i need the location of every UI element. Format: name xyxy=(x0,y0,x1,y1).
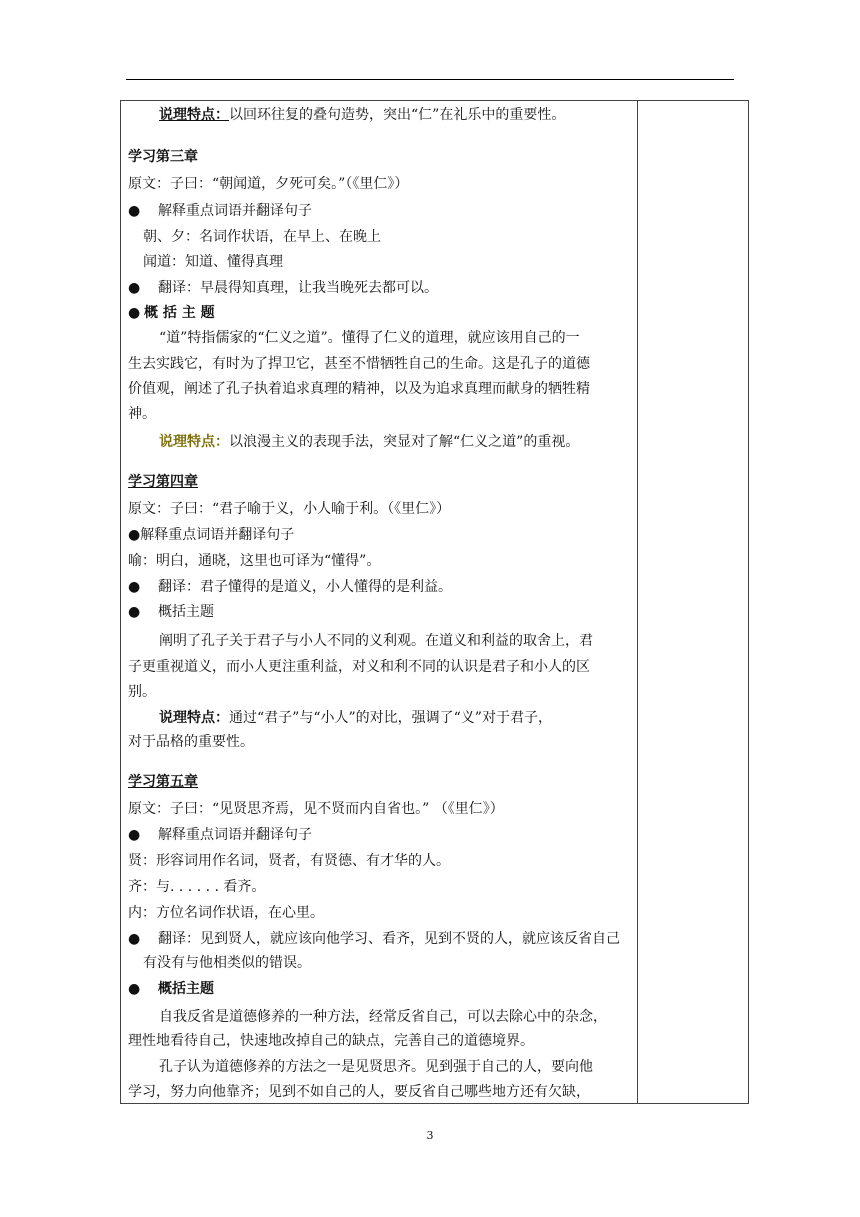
gloss-line: 内：方位名词作状语，在心里。 xyxy=(128,905,324,921)
theme-paragraph-line: 理性地看待自己，快速地改掉自己的缺点，完善自己的道德境界。 xyxy=(128,1033,534,1049)
original-text-ch3: 原文：子曰：“朝闻道，夕死可矣。”（《里仁》） xyxy=(128,176,409,192)
bullet-icon: ● xyxy=(128,527,141,543)
bullet-theme-ch4: ● 概括主题 xyxy=(128,604,214,620)
gloss-line: 贤：形容词用作名词，贤者，有贤德、有才华的人。 xyxy=(128,853,450,869)
translation-cont: 有没有与他相类似的错误。 xyxy=(143,955,311,971)
bullet-icon: ● xyxy=(128,981,141,997)
theme-paragraph-line: 孔子认为道德修养的方法之一是见贤思齐。见到强于自己的人，要向他 xyxy=(159,1059,593,1075)
bullet-theme-ch3: ● 概 括 主 题 xyxy=(128,305,215,321)
bullet-icon: ● xyxy=(128,203,141,219)
section-heading-ch5: 学习第五章 xyxy=(128,774,198,790)
reasoning-feature-ch4-cont: 对于品格的重要性。 xyxy=(128,734,254,750)
column-divider xyxy=(637,101,638,1103)
theme-paragraph-line: “道”特指儒家的“仁义之道”。懂得了仁义的道理，就应该用自己的一 xyxy=(159,330,580,346)
section-heading-ch4: 学习第四章 xyxy=(128,474,198,490)
bullet-translation-ch5: ● 翻译：见到贤人，就应该向他学习、看齐，见到不贤的人，就应该反省自己 xyxy=(128,931,620,947)
theme-paragraph-line: 别。 xyxy=(128,684,156,700)
original-text-ch4: 原文：子曰：“君子喻于义，小人喻于利。（《里仁》） xyxy=(128,501,451,517)
bullet-icon: ● xyxy=(128,305,141,321)
reasoning-feature-ch3: 说理特点：以浪漫主义的表现手法，突显对了解“仁义之道”的重视。 xyxy=(159,434,580,450)
gloss-line: 朝、夕：名词作状语，在早上、在晚上 xyxy=(143,229,381,245)
header-rule xyxy=(126,79,734,80)
theme-paragraph-line: 子更重视道义，而小人更注重利益，对义和利不同的认识是君子和小人的区 xyxy=(128,659,590,675)
lesson-table xyxy=(120,100,749,1104)
gloss-line: 齐：与. . . . . . 看齐。 xyxy=(128,879,266,895)
reasoning-feature-ch2: 说理特点：以回环往复的叠句造势，突出“仁”在礼乐中的重要性。 xyxy=(159,107,566,123)
bullet-explain-ch4: ●解释重点词语并翻译句子 xyxy=(128,527,295,543)
theme-paragraph-line: 生去实践它，有时为了捍卫它，甚至不惜牺牲自己的生命。这是孔子的道德 xyxy=(128,356,590,372)
theme-paragraph-line: 神。 xyxy=(128,406,156,422)
page-number: 3 xyxy=(426,1129,434,1142)
bullet-explain-ch3: ● 解释重点词语并翻译句子 xyxy=(128,203,312,219)
gloss-line: 闻道：知道、懂得真理 xyxy=(143,254,283,270)
bullet-explain-ch5: ● 解释重点词语并翻译句子 xyxy=(128,827,312,843)
bullet-icon: ● xyxy=(128,604,141,620)
theme-paragraph-line: 学习，努力向他靠齐；见到不如自己的人，要反省自己哪些地方还有欠缺， xyxy=(128,1084,590,1100)
bullet-icon: ● xyxy=(128,579,141,595)
gloss-line: 喻：明白，通晓，这里也可译为“懂得”。 xyxy=(128,553,381,569)
bullet-icon: ● xyxy=(128,827,141,843)
original-text-ch5: 原文：子曰：“见贤思齐焉，见不贤而内自省也。” （《里仁》） xyxy=(128,801,504,817)
reasoning-feature-ch4: 说理特点：通过“君子”与“小人”的对比，强调了“义”对于君子， xyxy=(159,710,552,726)
theme-paragraph-line: 阐明了孔子关于君子与小人不同的义利观。在道义和利益的取舍上，君 xyxy=(159,633,593,649)
theme-paragraph-line: 自我反省是道德修养的一种方法，经常反省自己，可以去除心中的杂念， xyxy=(159,1009,607,1025)
theme-paragraph-line: 价值观，阐述了孔子执着追求真理的精神，以及为追求真理而献身的牺牲精 xyxy=(128,381,590,397)
bullet-icon: ● xyxy=(128,931,141,947)
section-heading-ch3: 学习第三章 xyxy=(128,149,198,165)
bullet-icon: ● xyxy=(128,280,141,296)
bullet-theme-ch5: ● 概括主题 xyxy=(128,981,214,997)
bullet-translation-ch3: ● 翻译：早晨得知真理，让我当晚死去都可以。 xyxy=(128,280,438,296)
bullet-translation-ch4: ● 翻译：君子懂得的是道义，小人懂得的是利益。 xyxy=(128,579,452,595)
